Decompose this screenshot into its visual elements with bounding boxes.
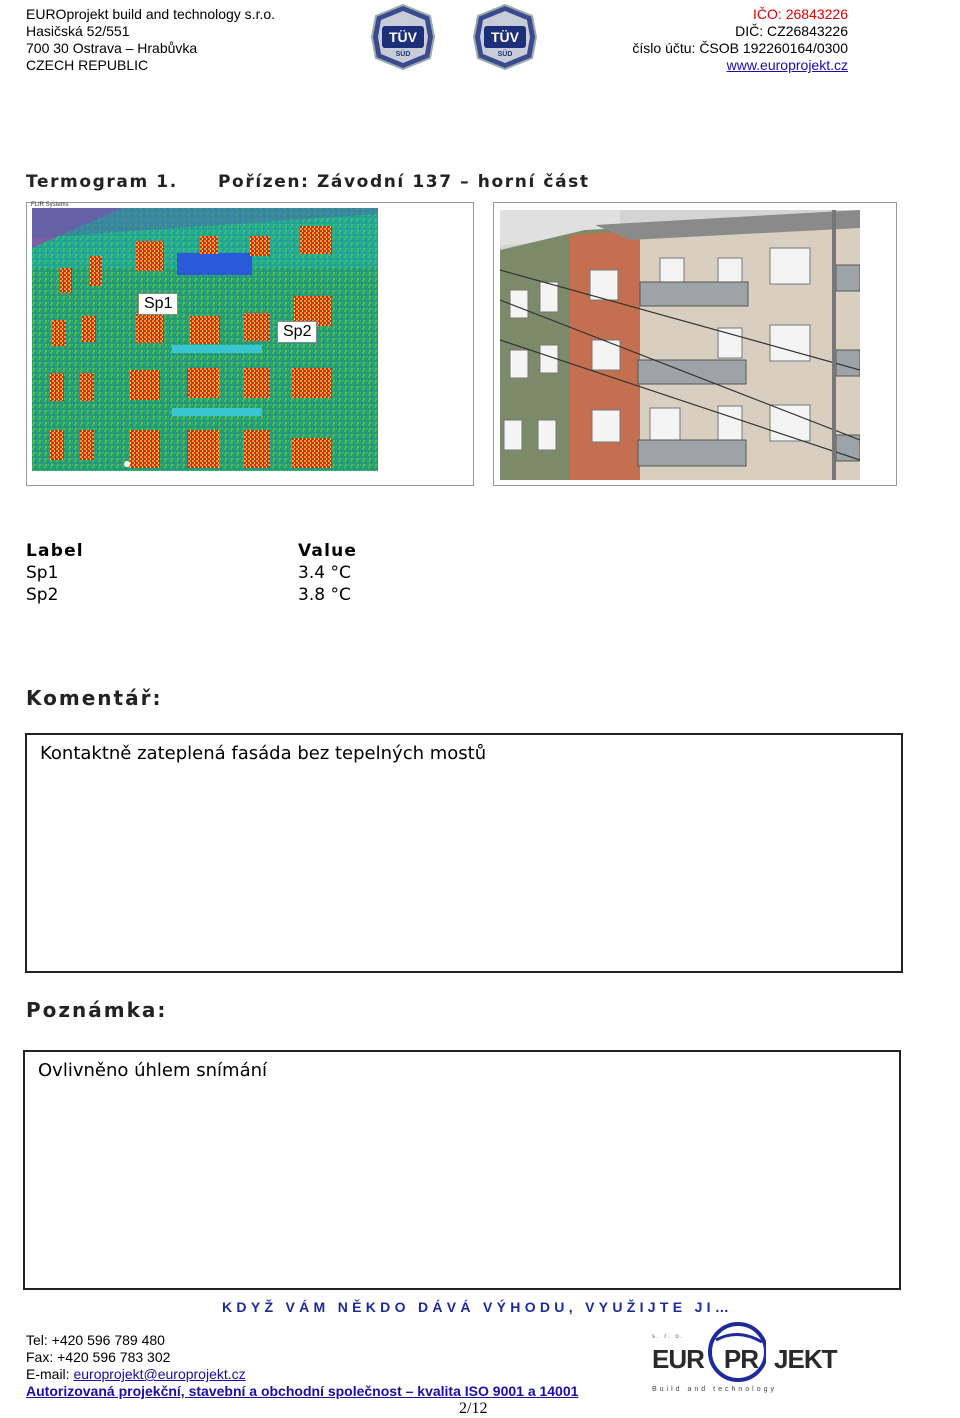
spot-sp1-label: Sp1 [138,293,178,315]
thermogram-title: Termogram 1. [26,172,178,192]
spot-sp2-label: Sp2 [277,321,317,343]
thermal-image-frame [26,202,474,486]
tuv-text-2: TÜV [491,29,519,45]
photo-frame [493,202,897,486]
note-box [23,1050,901,1290]
comment-box [25,733,903,973]
logo-left: EUR [652,1344,704,1374]
row-label: Sp2 [26,585,59,605]
company-web-link[interactable]: www.europrojekt.cz [726,57,848,73]
logo-right: JEKT [774,1344,837,1374]
company-country: CZECH REPUBLIC [26,57,149,73]
header-ids-block [632,6,848,74]
tuv-text-1: TÜV [389,29,417,45]
note-heading: Poznámka: [26,998,168,1022]
thermal-image [32,208,378,471]
footer-tel: Tel: +420 596 789 480 [26,1332,165,1348]
thermogram-location: Pořízen: Závodní 137 – horní část [218,172,590,192]
footer-slogan: KDYŽ VÁM NĚKDO DÁVÁ VÝHODU, VYUŽIJTE JI… [222,1299,734,1315]
footer-email-link[interactable]: europrojekt@europrojekt.cz [73,1366,246,1382]
tuv-badge-2 [472,4,538,75]
company-city: 700 30 Ostrava – Hrabůvka [26,40,198,56]
footer-contact-block [26,1332,578,1400]
footer-email-line [26,1366,578,1383]
camera-label: FLIR Systems [31,202,69,208]
company-street: Hasičská 52/551 [26,23,130,39]
comment-heading: Komentář: [26,686,163,710]
tuv-badge-1 [370,4,436,75]
footer-iso-link[interactable]: Autorizovaná projekční, stavební a obchodní společnost – kvalita ISO 9001 a 14001 [26,1383,579,1399]
building-photo [500,210,860,480]
company-account: číslo účtu: ČSOB 192260164/0300 [632,40,848,56]
row-value: 3.8 °C [298,585,351,605]
footer-fax: Fax: +420 596 783 302 [26,1349,171,1365]
logo-wordmark [652,1344,837,1375]
company-dic: DIČ: CZ26843226 [735,23,848,39]
page-number: 2/12 [459,1400,488,1417]
comment-text: Kontaktně zateplená fasáda bez tepelných mostů [40,743,487,764]
header-company-block [26,6,275,74]
europrojekt-logo [650,1320,850,1400]
footer-email-label: E-mail: [26,1366,74,1382]
company-ico: IČO: 26843226 [753,6,848,22]
tuv-sub-1: SÜD [395,51,411,58]
row-label: Sp1 [26,563,59,583]
row-value: 3.4 °C [298,563,351,583]
logo-mid: PR [723,1344,759,1374]
note-text: Ovlivněno úhlem snímání [38,1060,268,1081]
logo-sro: s. r. o. [652,1334,685,1340]
company-name: EUROprojekt build and technology s.r.o. [26,6,276,22]
table-header-label: Label [26,541,84,561]
tuv-sub-2: SÜD [497,51,513,58]
table-header-value: Value [298,541,358,561]
logo-sub: Build and technology [652,1386,777,1393]
